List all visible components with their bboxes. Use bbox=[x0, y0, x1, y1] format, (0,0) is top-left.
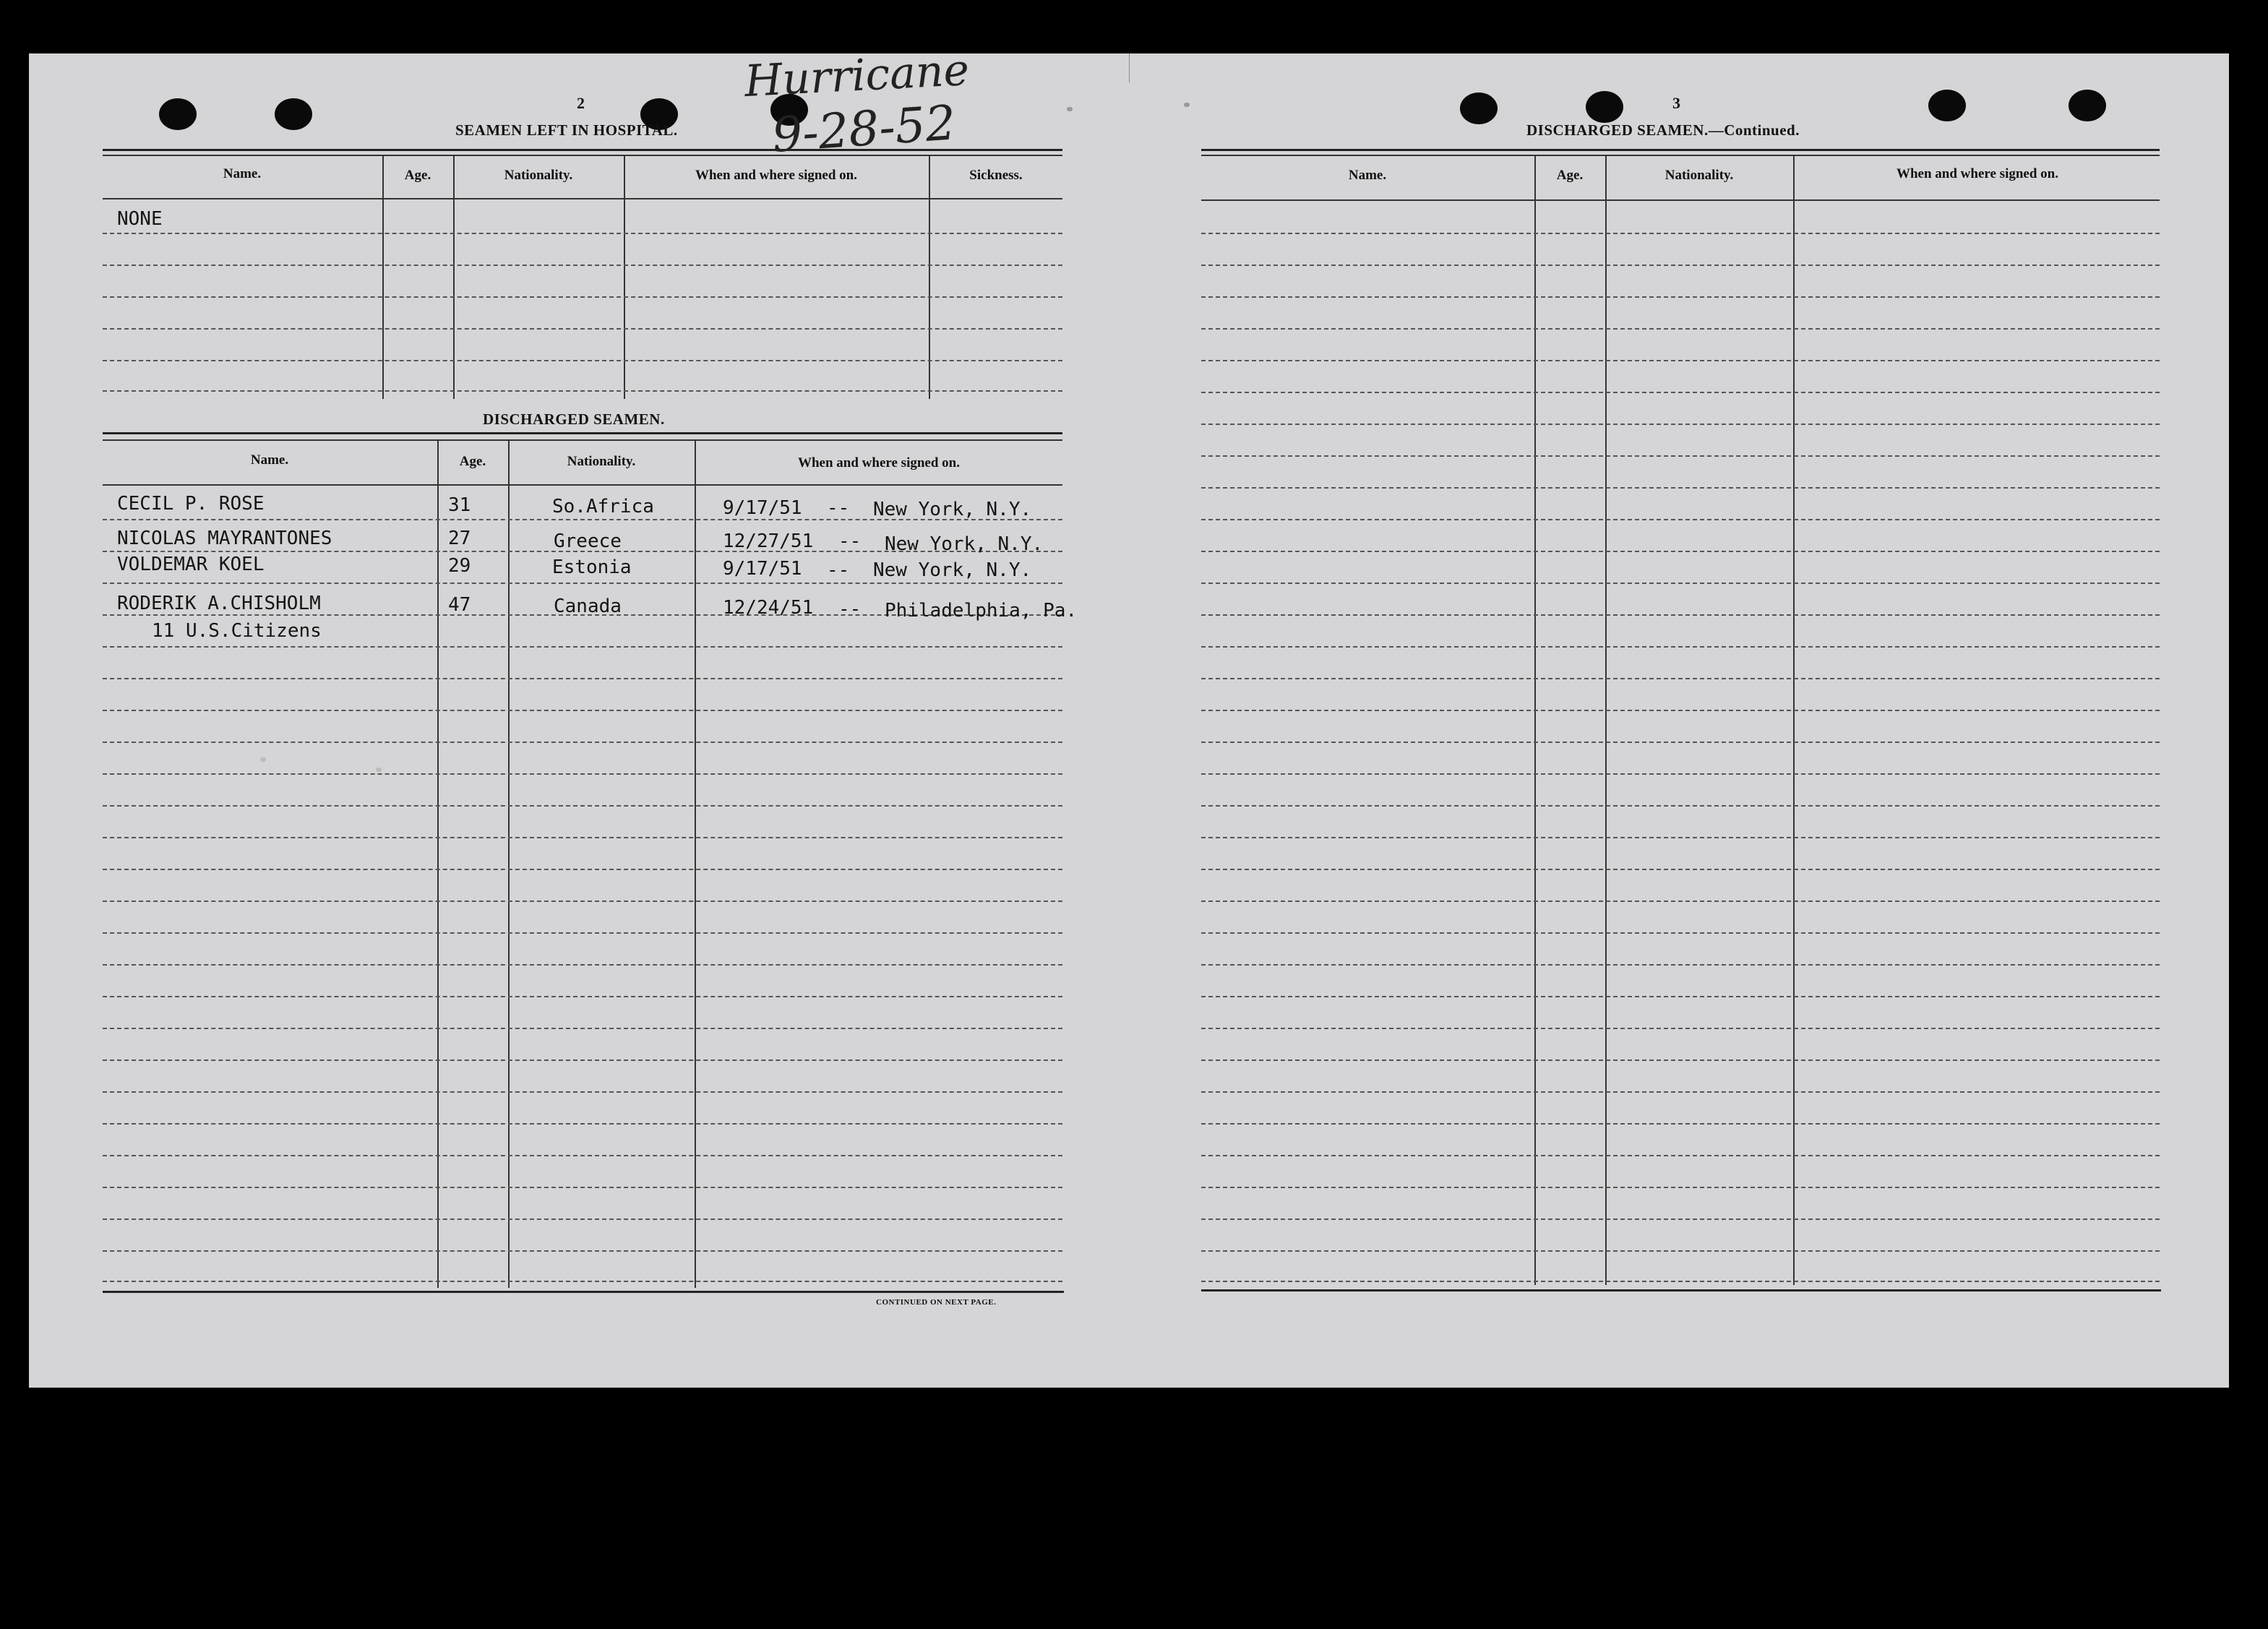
handwritten-vessel-name: Hurricane bbox=[743, 44, 971, 108]
handwritten-date: 9-28-52 bbox=[770, 95, 958, 163]
discharged-col-name: Name. bbox=[250, 452, 289, 468]
hospital-row-line bbox=[103, 390, 1062, 392]
signed-on-date: 12/24/51 bbox=[723, 597, 814, 619]
right-row-line bbox=[1201, 1060, 2160, 1061]
right-row-line bbox=[1201, 392, 2160, 393]
right-row-line bbox=[1201, 487, 2160, 489]
hospital-entry: NONE bbox=[117, 208, 163, 230]
discharged-row-line bbox=[103, 964, 1062, 966]
discharged-row-line bbox=[103, 1187, 1062, 1188]
right-row-line bbox=[1201, 678, 2160, 679]
right-row-line bbox=[1201, 1187, 2160, 1188]
paper-mark bbox=[376, 768, 382, 772]
hospital-header-rule bbox=[103, 198, 1062, 199]
page-number-right: 3 bbox=[1672, 94, 1680, 112]
right-row-line bbox=[1201, 869, 2160, 870]
hospital-col-name: Name. bbox=[223, 166, 262, 181]
discharged-col-divider bbox=[508, 441, 510, 1288]
right-col-divider bbox=[1534, 156, 1536, 1285]
discharged-row-line bbox=[103, 678, 1062, 679]
discharged-row-line bbox=[103, 932, 1062, 934]
right-row-line bbox=[1201, 1123, 2160, 1125]
right-row-line bbox=[1201, 646, 2160, 648]
discharged-col-when-where: When and where signed on. bbox=[797, 455, 960, 470]
seaman-name: NICOLAS MAYRANTONES bbox=[117, 528, 332, 549]
hospital-row-line bbox=[103, 360, 1062, 361]
right-row-line bbox=[1201, 1281, 2160, 1282]
discharged-header-rule bbox=[103, 484, 1062, 486]
seaman-age: 29 bbox=[448, 555, 471, 577]
discharged-row-line bbox=[103, 805, 1062, 807]
discharged-row-line bbox=[103, 583, 1062, 584]
punch-hole bbox=[2069, 90, 2106, 121]
hospital-top-rule bbox=[103, 149, 1062, 151]
discharged-row-line bbox=[103, 1123, 1062, 1125]
right-col-when-where: When and where signed on. bbox=[1896, 166, 2058, 181]
right-row-line bbox=[1201, 996, 2160, 997]
right-col-name: Name. bbox=[1348, 168, 1387, 183]
discharged-row-line bbox=[103, 837, 1062, 838]
hospital-col-divider bbox=[624, 156, 625, 399]
discharged-row-line bbox=[103, 1091, 1062, 1093]
discharged-row-line bbox=[103, 901, 1062, 902]
right-row-line bbox=[1201, 742, 2160, 743]
discharged-section-title: DISCHARGED SEAMEN. bbox=[483, 411, 665, 428]
citizens-note: 11 U.S.Citizens bbox=[152, 620, 322, 642]
signed-on-separator: -- bbox=[827, 497, 850, 519]
signed-on-separator: -- bbox=[838, 530, 862, 552]
hospital-col-divider bbox=[382, 156, 384, 399]
hospital-col-divider bbox=[453, 156, 455, 399]
right-row-line bbox=[1201, 773, 2160, 775]
discharged-col-divider bbox=[695, 441, 696, 1288]
hospital-top-rule-2 bbox=[103, 155, 1062, 156]
hospital-row-line bbox=[103, 296, 1062, 298]
discharged-row-line bbox=[103, 1250, 1062, 1252]
right-row-line bbox=[1201, 551, 2160, 552]
hospital-row-line bbox=[103, 233, 1062, 234]
right-bottom-rule bbox=[1201, 1289, 2161, 1291]
hospital-col-when-where: When and where signed on. bbox=[695, 168, 857, 183]
hospital-col-sickness: Sickness. bbox=[969, 168, 1023, 183]
discharged-top-rule bbox=[103, 432, 1062, 434]
seaman-age: 27 bbox=[448, 528, 471, 549]
paper-mark bbox=[1067, 107, 1073, 111]
right-row-line bbox=[1201, 233, 2160, 234]
seaman-name: RODERIK A.CHISHOLM bbox=[117, 593, 321, 614]
right-row-line bbox=[1201, 455, 2160, 457]
discharged-top-rule-2 bbox=[103, 439, 1062, 441]
discharged-row-line bbox=[103, 1281, 1062, 1282]
right-row-line bbox=[1201, 519, 2160, 520]
right-row-line bbox=[1201, 583, 2160, 584]
discharged-row-line bbox=[103, 996, 1062, 997]
seaman-nationality: Greece bbox=[554, 530, 622, 552]
continued-note: CONTINUED ON NEXT PAGE. bbox=[876, 1298, 997, 1307]
seaman-name: CECIL P. ROSE bbox=[117, 493, 265, 515]
right-row-line bbox=[1201, 1218, 2160, 1220]
right-row-line bbox=[1201, 424, 2160, 425]
punch-hole bbox=[1460, 93, 1498, 124]
right-row-line bbox=[1201, 1250, 2160, 1252]
discharged-row-line bbox=[103, 1060, 1062, 1061]
punch-hole bbox=[1928, 90, 1966, 121]
right-top-rule bbox=[1201, 149, 2160, 151]
right-section-title: DISCHARGED SEAMEN.—Continued. bbox=[1526, 121, 1800, 139]
discharged-col-divider bbox=[437, 441, 439, 1288]
signed-on-place: Philadelphia, Pa. bbox=[885, 600, 1078, 622]
right-row-line bbox=[1201, 710, 2160, 711]
hospital-col-nationality: Nationality. bbox=[504, 168, 573, 183]
seaman-nationality: Estonia bbox=[552, 556, 632, 578]
right-row-line bbox=[1201, 328, 2160, 330]
signed-on-separator: -- bbox=[827, 559, 850, 581]
right-row-line bbox=[1201, 296, 2160, 298]
hospital-row-line bbox=[103, 328, 1062, 330]
signed-on-date: 9/17/51 bbox=[723, 558, 802, 580]
right-row-line bbox=[1201, 614, 2160, 616]
page-fold bbox=[1129, 53, 1130, 82]
seaman-age: 31 bbox=[448, 494, 471, 516]
signed-on-date: 9/17/51 bbox=[723, 497, 802, 519]
right-row-line bbox=[1201, 1155, 2160, 1156]
hospital-col-divider bbox=[929, 156, 930, 399]
seaman-nationality: So.Africa bbox=[552, 496, 654, 517]
right-col-nationality: Nationality. bbox=[1665, 168, 1734, 183]
punch-hole bbox=[275, 98, 312, 130]
right-row-line bbox=[1201, 1091, 2160, 1093]
hospital-row-line bbox=[103, 265, 1062, 266]
discharged-row-line bbox=[103, 773, 1062, 775]
signed-on-place: New York, N.Y. bbox=[873, 499, 1032, 520]
page-number-left: 2 bbox=[577, 94, 585, 112]
hospital-section-title: SEAMEN LEFT IN HOSPITAL. bbox=[455, 121, 678, 139]
discharged-row-line bbox=[103, 1155, 1062, 1156]
discharged-row-line bbox=[103, 646, 1062, 648]
right-header-rule bbox=[1201, 199, 2160, 201]
signed-on-separator: -- bbox=[838, 598, 862, 620]
right-col-divider bbox=[1605, 156, 1607, 1285]
right-row-line bbox=[1201, 837, 2160, 838]
discharged-row-line bbox=[103, 1218, 1062, 1220]
signed-on-place: New York, N.Y. bbox=[873, 559, 1032, 581]
right-row-line bbox=[1201, 901, 2160, 902]
discharged-row-line bbox=[103, 869, 1062, 870]
right-row-line bbox=[1201, 1028, 2160, 1029]
signed-on-date: 12/27/51 bbox=[723, 530, 814, 552]
right-row-line bbox=[1201, 805, 2160, 807]
discharged-row-line bbox=[103, 1028, 1062, 1029]
right-col-age: Age. bbox=[1556, 168, 1584, 183]
discharged-row-line bbox=[103, 742, 1062, 743]
paper-mark bbox=[260, 757, 266, 762]
paper-mark bbox=[1184, 103, 1190, 107]
right-row-line bbox=[1201, 265, 2160, 266]
signed-on-place: New York, N.Y. bbox=[885, 533, 1044, 555]
discharged-row-line bbox=[103, 710, 1062, 711]
right-top-rule-2 bbox=[1201, 155, 2160, 156]
seaman-name: VOLDEMAR KOEL bbox=[117, 554, 265, 575]
right-row-line bbox=[1201, 964, 2160, 966]
discharged-bottom-rule bbox=[103, 1291, 1064, 1293]
seaman-age: 47 bbox=[448, 594, 471, 616]
right-row-line bbox=[1201, 932, 2160, 934]
seaman-nationality: Canada bbox=[554, 596, 622, 617]
hospital-col-age: Age. bbox=[404, 168, 431, 183]
discharged-col-nationality: Nationality. bbox=[567, 454, 636, 469]
right-col-divider bbox=[1793, 156, 1795, 1285]
punch-hole bbox=[1586, 91, 1623, 123]
discharged-col-age: Age. bbox=[459, 454, 486, 469]
punch-hole bbox=[159, 98, 197, 130]
right-row-line bbox=[1201, 360, 2160, 361]
